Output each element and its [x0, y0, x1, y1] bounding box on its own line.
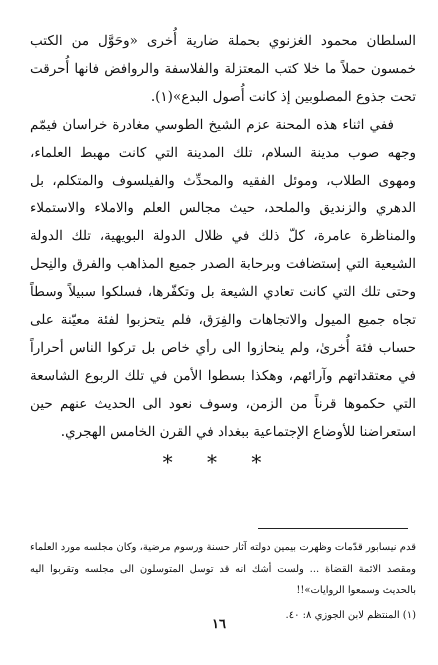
footnote-rule: [258, 528, 408, 529]
paragraph-tusi-baghdad: ففي اثناء هذه المحنة عزم الشيخ الطوسي مغادرة خراسان فيمّم وجهه صوب مدينة السلام، تلك المدينة التي كانت مهبط العلماء، ومهوى الطلاب، وموئل الفقيه والمحدِّث والفيلسوف والمتكلم، بل الدهري والزنديق والملحد، حيث مجالس العلم والاملاء والاستملاء والمناظرة عامرة، كلّ ذلك في ظلال الدولة البويهية، تلك الدولة الشيعية التي إستضافت وبرحابة الصدر جميع المذاهب والفرق والنِحل وحتى تلك التي كانت تعادي الشيعة بل وتكفّرها، فسلكوا سبيلاً وسطاً تجاه جميع الميول والاتجاهات والفِرَق، فلم يتحزبوا لفئة معيّنة على حساب فئة أُخرىٰ، ولم ينحازوا الى رأي خاص بل تركوا الناس أحراراً في معتقداتهم وآرائهم، وهكذا بسطوا الأمن في تلك الربوع الشاسعة التي حكموها قرناً من الزمن، وسوف نعود الى الحديث عنهم حين استعراضنا للأوضاع الإجتماعية ببغداد في القرن الخامس الهجري.: [30, 116, 416, 440]
main-text: [30, 28, 416, 447]
footnotes: [30, 537, 416, 626]
section-divider: * * *: [162, 450, 276, 474]
footnote-continuation: قدم نيسابور قدّمات وظهرت بيمين دولته آثار حسنة ورسوم مرضية، وكان مجلسه مورد العلماء ومقصد الائمة القضاة ... ولست أشك انه قد توسل المتوسلون الى مجلسه وتقربوا اليه بالحديث وسمعوا الروايات»!!: [30, 542, 416, 597]
page-number: ١٦: [212, 617, 226, 632]
paragraph-continuation: السلطان محمود الغزنوي بحملة ضارية أُخرى «وحَوَّل من الكتب خمسون حملاً ما خلا كتب المعتزلة والفلاسفة والروافض فانها أُحرقت تحت جذوع المصلوبين إذ كانت أُصول البدع»(١).: [30, 33, 416, 105]
footnote-1: (١) المنتظم لابن الجوزي ٨: ٤٠.: [285, 609, 416, 621]
